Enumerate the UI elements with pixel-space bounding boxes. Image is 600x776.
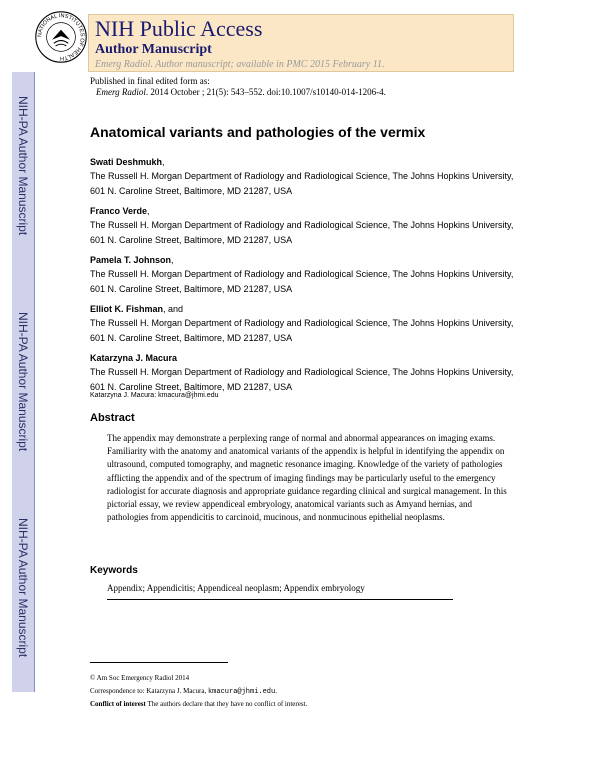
author-affiliation: The Russell H. Morgan Department of Radiology and Radiological Science, The Johns Hopkins University, 601 N. Caroline Street, Baltimore, MD 21287, USA	[90, 318, 514, 343]
conflict-label: Conflict of interest	[90, 700, 146, 708]
author-entry	[90, 352, 520, 395]
author-name: Swati Deshmukh	[90, 157, 163, 167]
author-entry	[90, 205, 520, 248]
journal-name: Emerg Radiol	[96, 87, 146, 97]
nih-header-banner	[88, 14, 514, 72]
author-separator: ,	[162, 157, 165, 167]
conflict-text: The authors declare that they have no conflict of interest.	[145, 700, 308, 708]
author-entry	[90, 303, 520, 346]
footnote-divider	[90, 662, 228, 663]
conflict-of-interest-note	[90, 698, 307, 711]
keywords-heading: Keywords	[90, 565, 138, 576]
sidebar-label-1: NIH-PA Author Manuscript	[16, 95, 30, 236]
citation-details: . 2014 October ; 21(5): 543–552. doi:10.1007/s10140-014-1206-4.	[145, 87, 386, 97]
correspondence-end: .	[275, 686, 277, 695]
author-affiliation: The Russell H. Morgan Department of Radiology and Radiological Science, The Johns Hopkins University, 601 N. Caroline Street, Baltimore, MD 21287, USA	[90, 367, 514, 392]
correspondence-email: kmacura@jhmi.edu	[207, 687, 276, 696]
author-separator: ,	[171, 255, 174, 265]
author-manuscript-label: Author Manuscript	[95, 42, 212, 57]
author-list	[90, 156, 520, 401]
author-name: Katarzyna J. Macura	[90, 353, 178, 363]
abstract-heading: Abstract	[90, 412, 135, 424]
abstract-text: The appendix may demonstrate a perplexing range of normal and abnormal appearances on imaging exams. Familiarity with the anatomy and anatomical variants of the appendix is helpful in identifying the appendix on ultrasound, computed tomography, and magnetic resonance imaging. Knowledge of the variety of pathologies afflicting the appendix and of the spectrum of imaging findings may be particularly useful to the emergency radiologist for accurate diagnosis and appropriate guidance regarding clinical and surgical management. In this pictorial essay, we review appendiceal embryology, anatomical variants such as Amyand hernias, and pathologies from appendicitis to carcinoid, mucinous, and nonmucinous epithelial neoplasms.	[107, 433, 507, 523]
author-affiliation: The Russell H. Morgan Department of Radiology and Radiological Science, The Johns Hopkins University, 601 N. Caroline Street, Baltimore, MD 21287, USA	[90, 220, 514, 245]
article-title: Anatomical variants and pathologies of the vermix	[90, 124, 426, 140]
keywords-divider	[107, 599, 453, 600]
author-name: Pamela T. Johnson	[90, 255, 172, 265]
author-affiliation: The Russell H. Morgan Department of Radiology and Radiological Science, The Johns Hopkins University, 601 N. Caroline Street, Baltimore, MD 21287, USA	[90, 269, 514, 294]
nih-logo-icon	[34, 10, 88, 64]
copyright-note: © Am Soc Emergency Radiol 2014	[90, 674, 190, 682]
author-entry	[90, 254, 520, 297]
footnotes	[90, 672, 307, 711]
author-separator: , and	[163, 304, 184, 314]
published-in-label: Published in final edited form as:	[90, 76, 210, 86]
author-affiliation: The Russell H. Morgan Department of Radiology and Radiological Science, The Johns Hopkins University, 601 N. Caroline Street, Baltimore, MD 21287, USA	[90, 171, 514, 196]
author-name: Franco Verde	[90, 206, 148, 216]
correspondence-label: Correspondence to: Katarzyna J. Macura,	[90, 686, 208, 695]
sidebar-label-2: NIH-PA Author Manuscript	[16, 311, 30, 452]
logo-ring-text: NATIONAL INSTITUTES OF HEALTH	[37, 13, 85, 61]
nih-public-access-title: NIH Public Access	[95, 16, 263, 41]
author-name: Elliot K. Fishman	[90, 304, 164, 314]
contact-email: Katarzyna J. Macura: kmacura@jhmi.edu	[90, 392, 219, 399]
correspondence-note	[90, 685, 307, 699]
author-entry	[90, 156, 520, 199]
sidebar-label-3: NIH-PA Author Manuscript	[16, 517, 30, 658]
keywords-text: Appendix; Appendicitis; Appendiceal neoplasm; Appendix embryology	[107, 583, 365, 593]
citation-line	[96, 87, 386, 97]
availability-note: Emerg Radiol. Author manuscript; available in PMC 2015 February 11.	[95, 59, 385, 70]
nih-sidebar	[12, 72, 35, 692]
author-separator: ,	[147, 206, 150, 216]
